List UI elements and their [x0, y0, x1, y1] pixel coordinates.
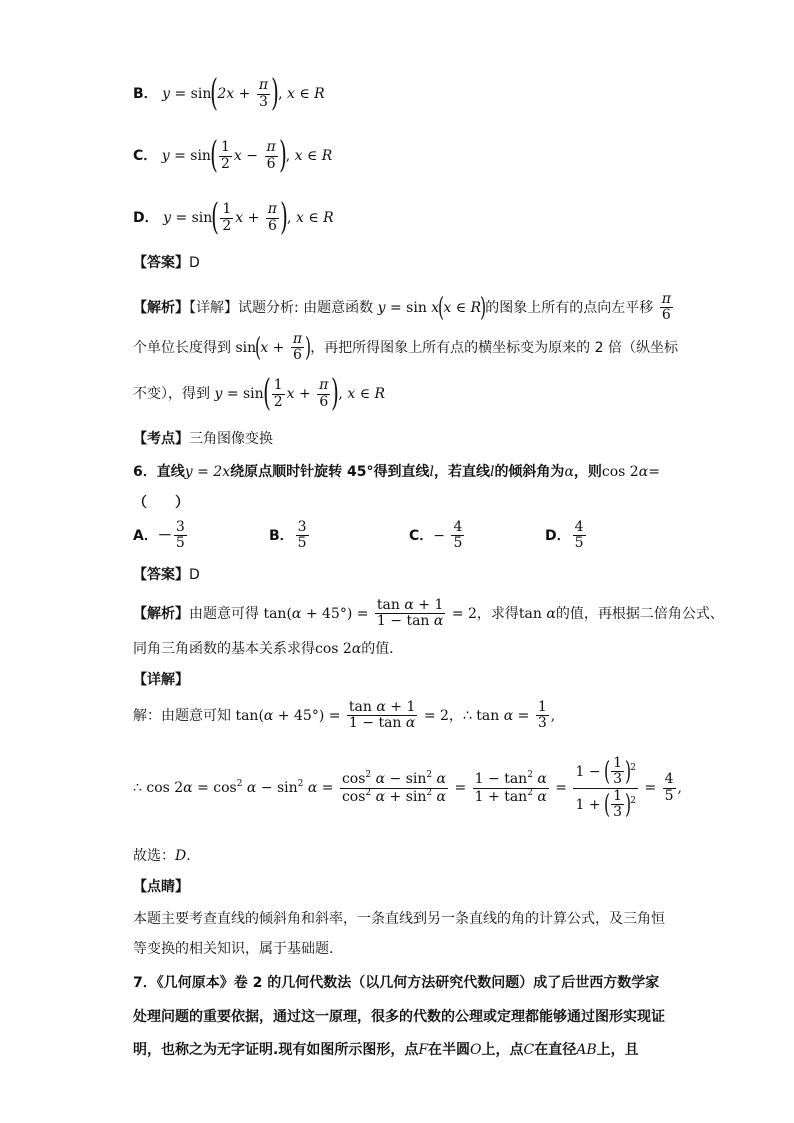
result-formula: y = sin( $\frac{1}{2}$ x + $\frac{\pi}{6}$ ), x ∈ R: [214, 373, 386, 414]
q6-derivation: [133, 756, 682, 821]
answer-tag: 【答案】: [133, 567, 189, 583]
q6-stem-text: ，若直线: [433, 464, 490, 480]
option-d: [133, 197, 334, 238]
q6-comment-line1: 本题主要考查直线的倾斜角和斜率，一条直线到另一条直线的角的计算公式，及三角恒: [133, 911, 665, 927]
q6-conclusion: 故选：D．: [133, 848, 201, 864]
q6-comment-line2: 等变换的相关知识，属于基础题．: [133, 941, 343, 957]
option-c: [133, 135, 333, 176]
shift-fraction: $\frac{\pi}{6}$: [661, 291, 671, 324]
q6-paren-text: （ ）: [133, 495, 189, 511]
q6-stem: 6．直线y = 2x绕原点顺时针旋转 45°得到直线l，若直线l的倾斜角为α，则cos 2α=: [133, 464, 660, 480]
q6-answer: [133, 568, 200, 582]
analysis-tag: 【解析】: [133, 605, 189, 622]
q7-line2: 处理问题的重要依据，通过这一原理，很多的代数的公理或定理都能够通过图形实现证: [133, 1009, 665, 1025]
analysis-text: 的值，再根据二倍角公式、: [555, 605, 724, 622]
detail-text: 解：由题意可知: [133, 707, 231, 724]
analysis-text: 试题分析: 由题意函数: [238, 299, 374, 316]
point-value: 三角图像变换: [189, 431, 273, 447]
analysis-text: 不变），得到: [133, 386, 210, 402]
q6-detail-line1: [133, 700, 555, 732]
q6-options: [133, 520, 588, 552]
q6-stem-text: 绕原点顺时针旋转 45°得到直线: [230, 464, 430, 480]
analysis-tag: 【解析】: [133, 299, 189, 316]
q6-comment-tag: 【点睛】: [133, 879, 189, 895]
q6-stem-text: 的倾斜角为: [494, 464, 565, 480]
option-b-formula: y = sin(2x + $\frac{\pi}{3}$ ), x ∈ R: [162, 73, 325, 114]
q6-option-d-label: D．: [545, 527, 571, 544]
analysis-text: ，求得: [476, 605, 519, 622]
q5-analysis-line2: [133, 332, 678, 364]
analysis-text: 的值．: [361, 641, 404, 657]
analysis-text: 的图象上所有的点向左平移: [485, 299, 654, 316]
q7-text: 上，且: [596, 1042, 639, 1058]
q6-option-a: A．－ $\frac{3}{5}$: [133, 519, 185, 552]
analysis-text: 由题意可得: [189, 605, 259, 622]
q7-line1: 7．《几何原本》卷 2 的几何代数法（以几何方法研究代数问题）成了后世西方数学家: [133, 975, 660, 991]
option-c-label: C．: [133, 148, 158, 164]
q6-option-d: D． $\frac{4}{5}$: [545, 519, 584, 552]
q7-text: 上，点: [481, 1042, 524, 1058]
option-c-formula: y = sin( $\frac{1}{2}$ x − $\frac{\pi}{6}$ ), x ∈ R: [161, 135, 333, 176]
q5-analysis-line3: [133, 373, 386, 414]
q6-paren: [133, 496, 189, 510]
q7-line3: 明，也称之为无字证明.现有如图所示图形，点F在半圆O上，点C在直径AB上，且: [133, 1042, 639, 1058]
point-tag: 【考点】: [133, 431, 189, 447]
q6-analysis-line2: 同角三角函数的基本关系求得cos 2α的值．: [133, 641, 404, 657]
analysis-text: 同角三角函数的基本关系求得: [133, 641, 315, 657]
tan-value: tan α = $\frac{1}{3}$ ,: [476, 699, 556, 732]
q7-text: 明，也称之为无字证明.现有如图所示图形，点: [133, 1042, 419, 1058]
q6-option-c-label: C．: [409, 527, 434, 544]
q6-stem-text: ，则: [573, 464, 602, 480]
tan-sum-formula: tan(α + 45°) = $\frac{\text{tan α + 1}}{\text{1 − tan α}}$ = 2: [235, 699, 449, 732]
inline-formula: sin(x + $\frac{\pi}{6}$ ): [235, 331, 312, 364]
conclusion-text: ．: [186, 848, 201, 864]
analysis-text: 个单位长度得到: [133, 339, 231, 356]
cos2a-derivation: ∴ $\cos 2\alpha = \cos^2 \alpha - \sin^2 \alpha$ = $\frac{\cos^2 \alpha - \sin^2 \alpha}{\cos^2 \alpha + \sin^2 \alpha}$ = $\frac{1 - \tan^2 \alpha}{1 + \tan^2 \alpha}$ = 1 − ( $\frac{1}{3}$ )$^2$ 1 + ( $\frac{1}{3}$ )$^2$ = $\frac{4}{5}$ ,: [133, 755, 682, 821]
q6-option-a-label: A．－: [133, 527, 172, 544]
option-b-label: B．: [133, 86, 158, 102]
detail-tag: 【详解】: [189, 299, 238, 316]
q5-answer: [133, 256, 200, 270]
answer-value: D: [189, 255, 200, 271]
q7-text: 在直径: [534, 1042, 577, 1058]
tan-sum-formula: tan(α + 45°) = $\frac{\text{tan α + 1}}{\text{1 − tan α}}$ = 2: [263, 597, 477, 630]
q6-analysis-line1: 【解析】由题意可得 tan(α + 45°) = $\frac{\text{tan α + 1}}{\text{1 − tan α}}$ = 2，求得tan α的值，再根据二倍角公式、: [133, 597, 724, 630]
q5-point: [133, 432, 273, 446]
option-b: [133, 73, 325, 114]
q5-analysis-line1: [133, 292, 675, 324]
answer-tag: 【答案】: [133, 255, 189, 271]
option-d-formula: y = sin( $\frac{1}{2}$ x + $\frac{\pi}{6}$ ), x ∈ R: [163, 197, 334, 238]
q6-detail-tag: 【详解】: [133, 672, 189, 688]
conclusion-text: 故选：: [133, 848, 175, 864]
option-d-label: D．: [133, 210, 159, 226]
detail-text: ，∴: [448, 707, 472, 724]
answer-value: D: [189, 567, 200, 583]
analysis-text: ，再把所得图象上所有点的横坐标变为原来的 2 倍（纵坐标: [310, 339, 678, 356]
q7-text: 在半圆: [428, 1042, 471, 1058]
q6-option-b-label: B．: [269, 527, 294, 544]
inline-formula: y = sin x(x ∈ R): [377, 292, 487, 323]
line-equation: y = 2x: [184, 464, 231, 480]
q6-option-b: B． $\frac{3}{5}$: [269, 519, 307, 552]
q6-stem-text: 6．直线: [133, 464, 185, 480]
q6-option-c: C．− $\frac{4}{5}$: [409, 519, 463, 552]
